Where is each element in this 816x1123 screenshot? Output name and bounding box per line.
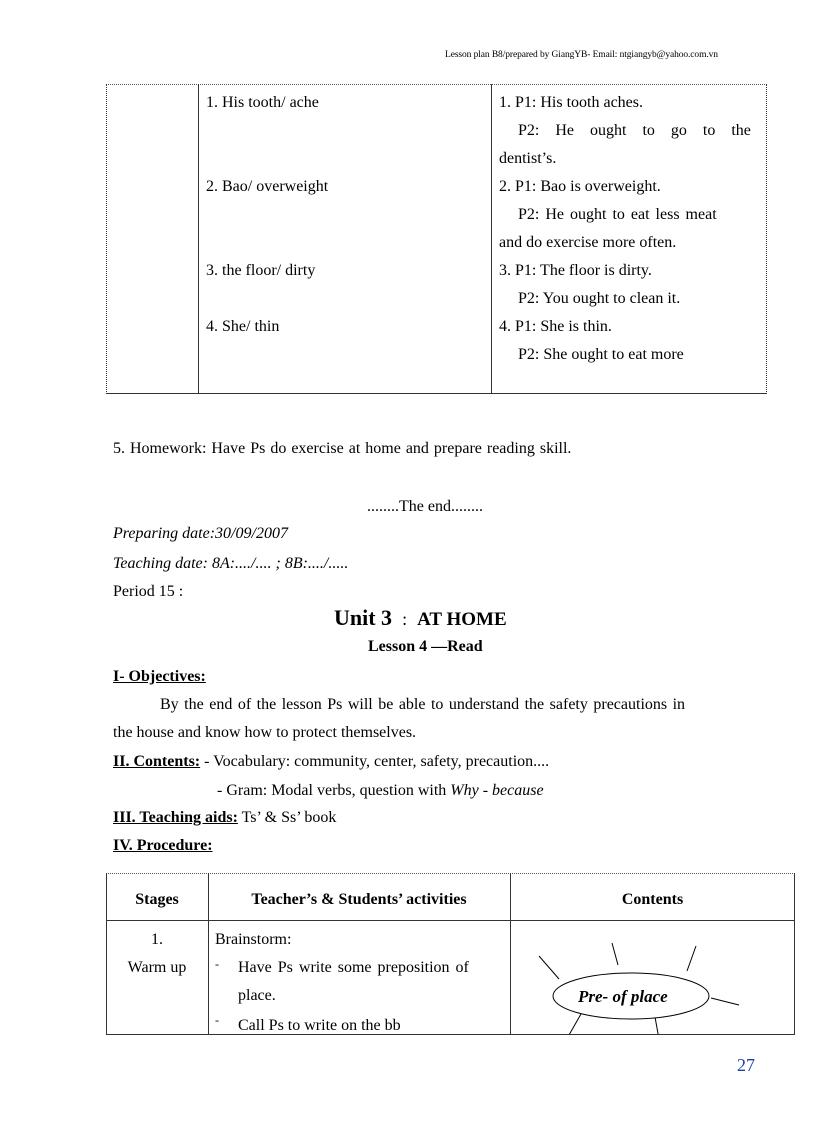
header-stages: Stages xyxy=(135,891,179,908)
cue-list xyxy=(206,89,486,341)
unit-number: Unit 3 xyxy=(334,605,393,630)
spoke-line xyxy=(655,1017,659,1034)
cue-4: 4. She/ thin xyxy=(206,318,280,335)
teaching-aids-line xyxy=(113,809,336,827)
procedure-table xyxy=(106,873,795,1035)
stage-number: 1. xyxy=(151,931,163,948)
lesson-title: Lesson 4 —Read xyxy=(368,638,483,655)
exercise-table xyxy=(106,84,767,394)
contents-line xyxy=(113,753,549,771)
objectives-line-2: the house and know how to protect themselves. xyxy=(113,724,417,741)
stage-name: Warm up xyxy=(127,959,187,976)
cue-2: 2. Bao/ overweight xyxy=(206,178,329,195)
objectives-line-1: By the end of the lesson Ps will be able to understand the safety precautions in xyxy=(160,696,686,713)
contents-vocab: - Vocabulary: community, center, safety, precaution.... xyxy=(200,753,550,770)
spoke-line xyxy=(565,1014,581,1034)
unit-heading xyxy=(334,605,507,631)
bullet-mark-1: - xyxy=(215,957,219,971)
teaching-date: Teaching date: 8A:..../.... ; 8B:..../..... xyxy=(113,555,349,572)
answer-1-p1: 1. P1: His tooth aches. xyxy=(499,94,643,111)
unit-title: AT HOME xyxy=(417,609,507,630)
contents-gram-line xyxy=(217,782,544,800)
spoke-line xyxy=(612,943,618,965)
preparing-date: Preparing date:30/09/2007 xyxy=(113,525,288,542)
spoke-line xyxy=(539,956,559,979)
page-number: 27 xyxy=(737,1055,755,1075)
page-header: Lesson plan B8/prepared by GiangYB- Email: ntgiangyb@yahoo.com.vn xyxy=(445,50,718,60)
unit-colon: : xyxy=(402,609,408,629)
activity-bullet-1-cont: place. xyxy=(238,987,276,1004)
bullet-mark-2: - xyxy=(215,1013,219,1027)
activity-bullet-2: Call Ps to write on the bb xyxy=(238,1017,401,1034)
procedure-heading: IV. Procedure: xyxy=(113,837,213,854)
header-contents: Contents xyxy=(621,891,684,908)
objectives-heading: I- Objectives: xyxy=(113,668,206,685)
header-activities: Teacher’s & Students’ activities xyxy=(251,891,467,908)
the-end: ........The end........ xyxy=(367,498,483,515)
activity-title: Brainstorm: xyxy=(215,931,292,948)
cue-1: 1. His tooth/ ache xyxy=(206,94,319,111)
answer-2-p2: P2: He ought to eat less meat xyxy=(518,206,717,223)
answer-1-p2-cont: dentist’s. xyxy=(499,150,557,167)
teaching-aids-text: Ts’ & Ss’ book xyxy=(237,809,337,826)
answer-3-p2: P2: You ought to clean it. xyxy=(518,290,681,307)
answer-2-p2-cont: and do exercise more often. xyxy=(499,234,677,251)
answer-1-p2: P2: He ought to go to the xyxy=(518,122,751,139)
contents-gram-italic: Why - because xyxy=(450,782,544,799)
diagram-label: Pre- of place xyxy=(578,987,668,1006)
homework-text: 5. Homework: Have Ps do exercise at home and prepare reading skill. xyxy=(113,440,572,457)
answer-4-p2: P2: She ought to eat more xyxy=(518,346,684,363)
answer-2-p1: 2. P1: Bao is overweight. xyxy=(499,178,661,195)
contents-gram: - Gram: Modal verbs, question with xyxy=(217,782,451,799)
brainstorm-diagram xyxy=(511,921,794,1034)
contents-heading: II. Contents: xyxy=(113,753,201,770)
answer-list xyxy=(499,89,757,369)
teaching-aids-heading: III. Teaching aids: xyxy=(113,809,238,826)
activity-bullet-1: Have Ps write some preposition of xyxy=(238,959,469,976)
answer-4-p1: 4. P1: She is thin. xyxy=(499,318,612,335)
cue-3: 3. the floor/ dirty xyxy=(206,262,316,279)
answer-3-p1: 3. P1: The floor is dirty. xyxy=(499,262,652,279)
spoke-line xyxy=(687,946,696,971)
period-label: Period 15 : xyxy=(113,583,184,600)
spoke-line xyxy=(711,998,739,1005)
